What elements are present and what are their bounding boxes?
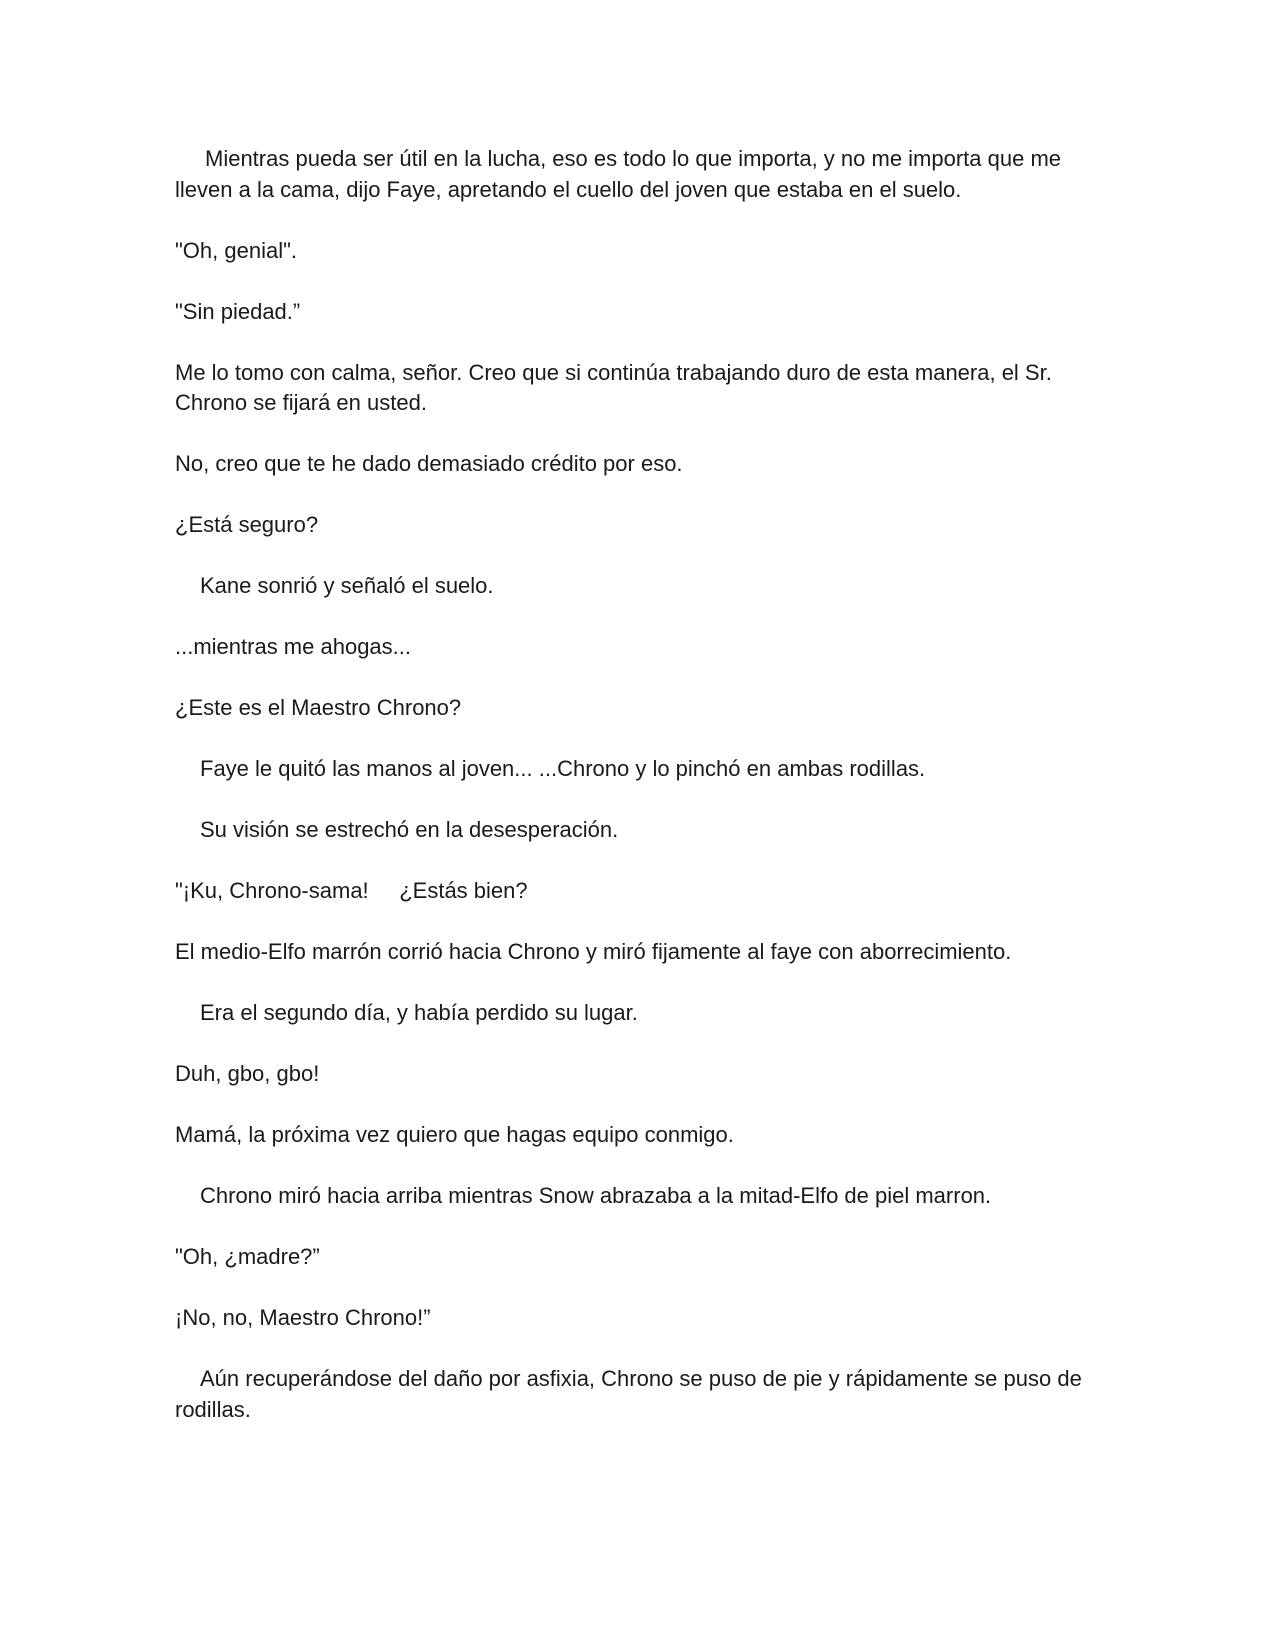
paragraph: "¡Ku, Chrono-sama! ¿Estás bien? [175,878,528,903]
paragraph: Era el segundo día, y había perdido su lugar. [200,1000,638,1025]
document-body [175,144,1095,1456]
paragraph: ...mientras me ahogas... [175,634,411,659]
paragraph: Me lo tomo con calma, señor. Creo que si continúa trabajando duro de esta manera, el Sr. Chrono se fijará en usted. [175,359,1058,415]
paragraph: Mamá, la próxima vez quiero que hagas equipo conmigo. [175,1122,734,1147]
paragraph: Kane sonrió y señaló el suelo. [200,573,494,598]
paragraph: Chrono miró hacia arriba mientras Snow abrazaba a la mitad-Elfo de piel marron. [200,1183,992,1208]
paragraph: "Oh, ¿madre?” [175,1244,320,1269]
paragraph: "Oh, genial". [175,237,298,263]
paragraph: Mientras pueda ser útil en la lucha, eso es todo lo que importa, y no me importa que me lleven a la cama, dijo Faye, apretando el cuello del joven que estaba en el suelo. [175,146,1068,202]
paragraph: Aún recuperándose del daño por asfixia, Chrono se puso de pie y rápidamente se puso de rodillas. [175,1366,1088,1422]
paragraph: El medio-Elfo marrón corrió hacia Chrono y miró fijamente al faye con aborrecimiento. [175,939,1012,964]
paragraph: Duh, gbo, gbo! [175,1061,320,1086]
paragraph: No, creo que te he dado demasiado crédito por eso. [175,451,683,476]
paragraph: ¿Está seguro? [175,512,319,537]
paragraph: Faye le quitó las manos al joven... ...Chrono y lo pinchó en ambas rodillas. [200,756,926,781]
paragraph: ¿Este es el Maestro Chrono? [175,695,462,720]
paragraph: ¡No, no, Maestro Chrono!” [175,1305,431,1330]
paragraph: Su visión se estrechó en la desesperación. [200,817,619,842]
paragraph: "Sin piedad.” [175,298,301,324]
